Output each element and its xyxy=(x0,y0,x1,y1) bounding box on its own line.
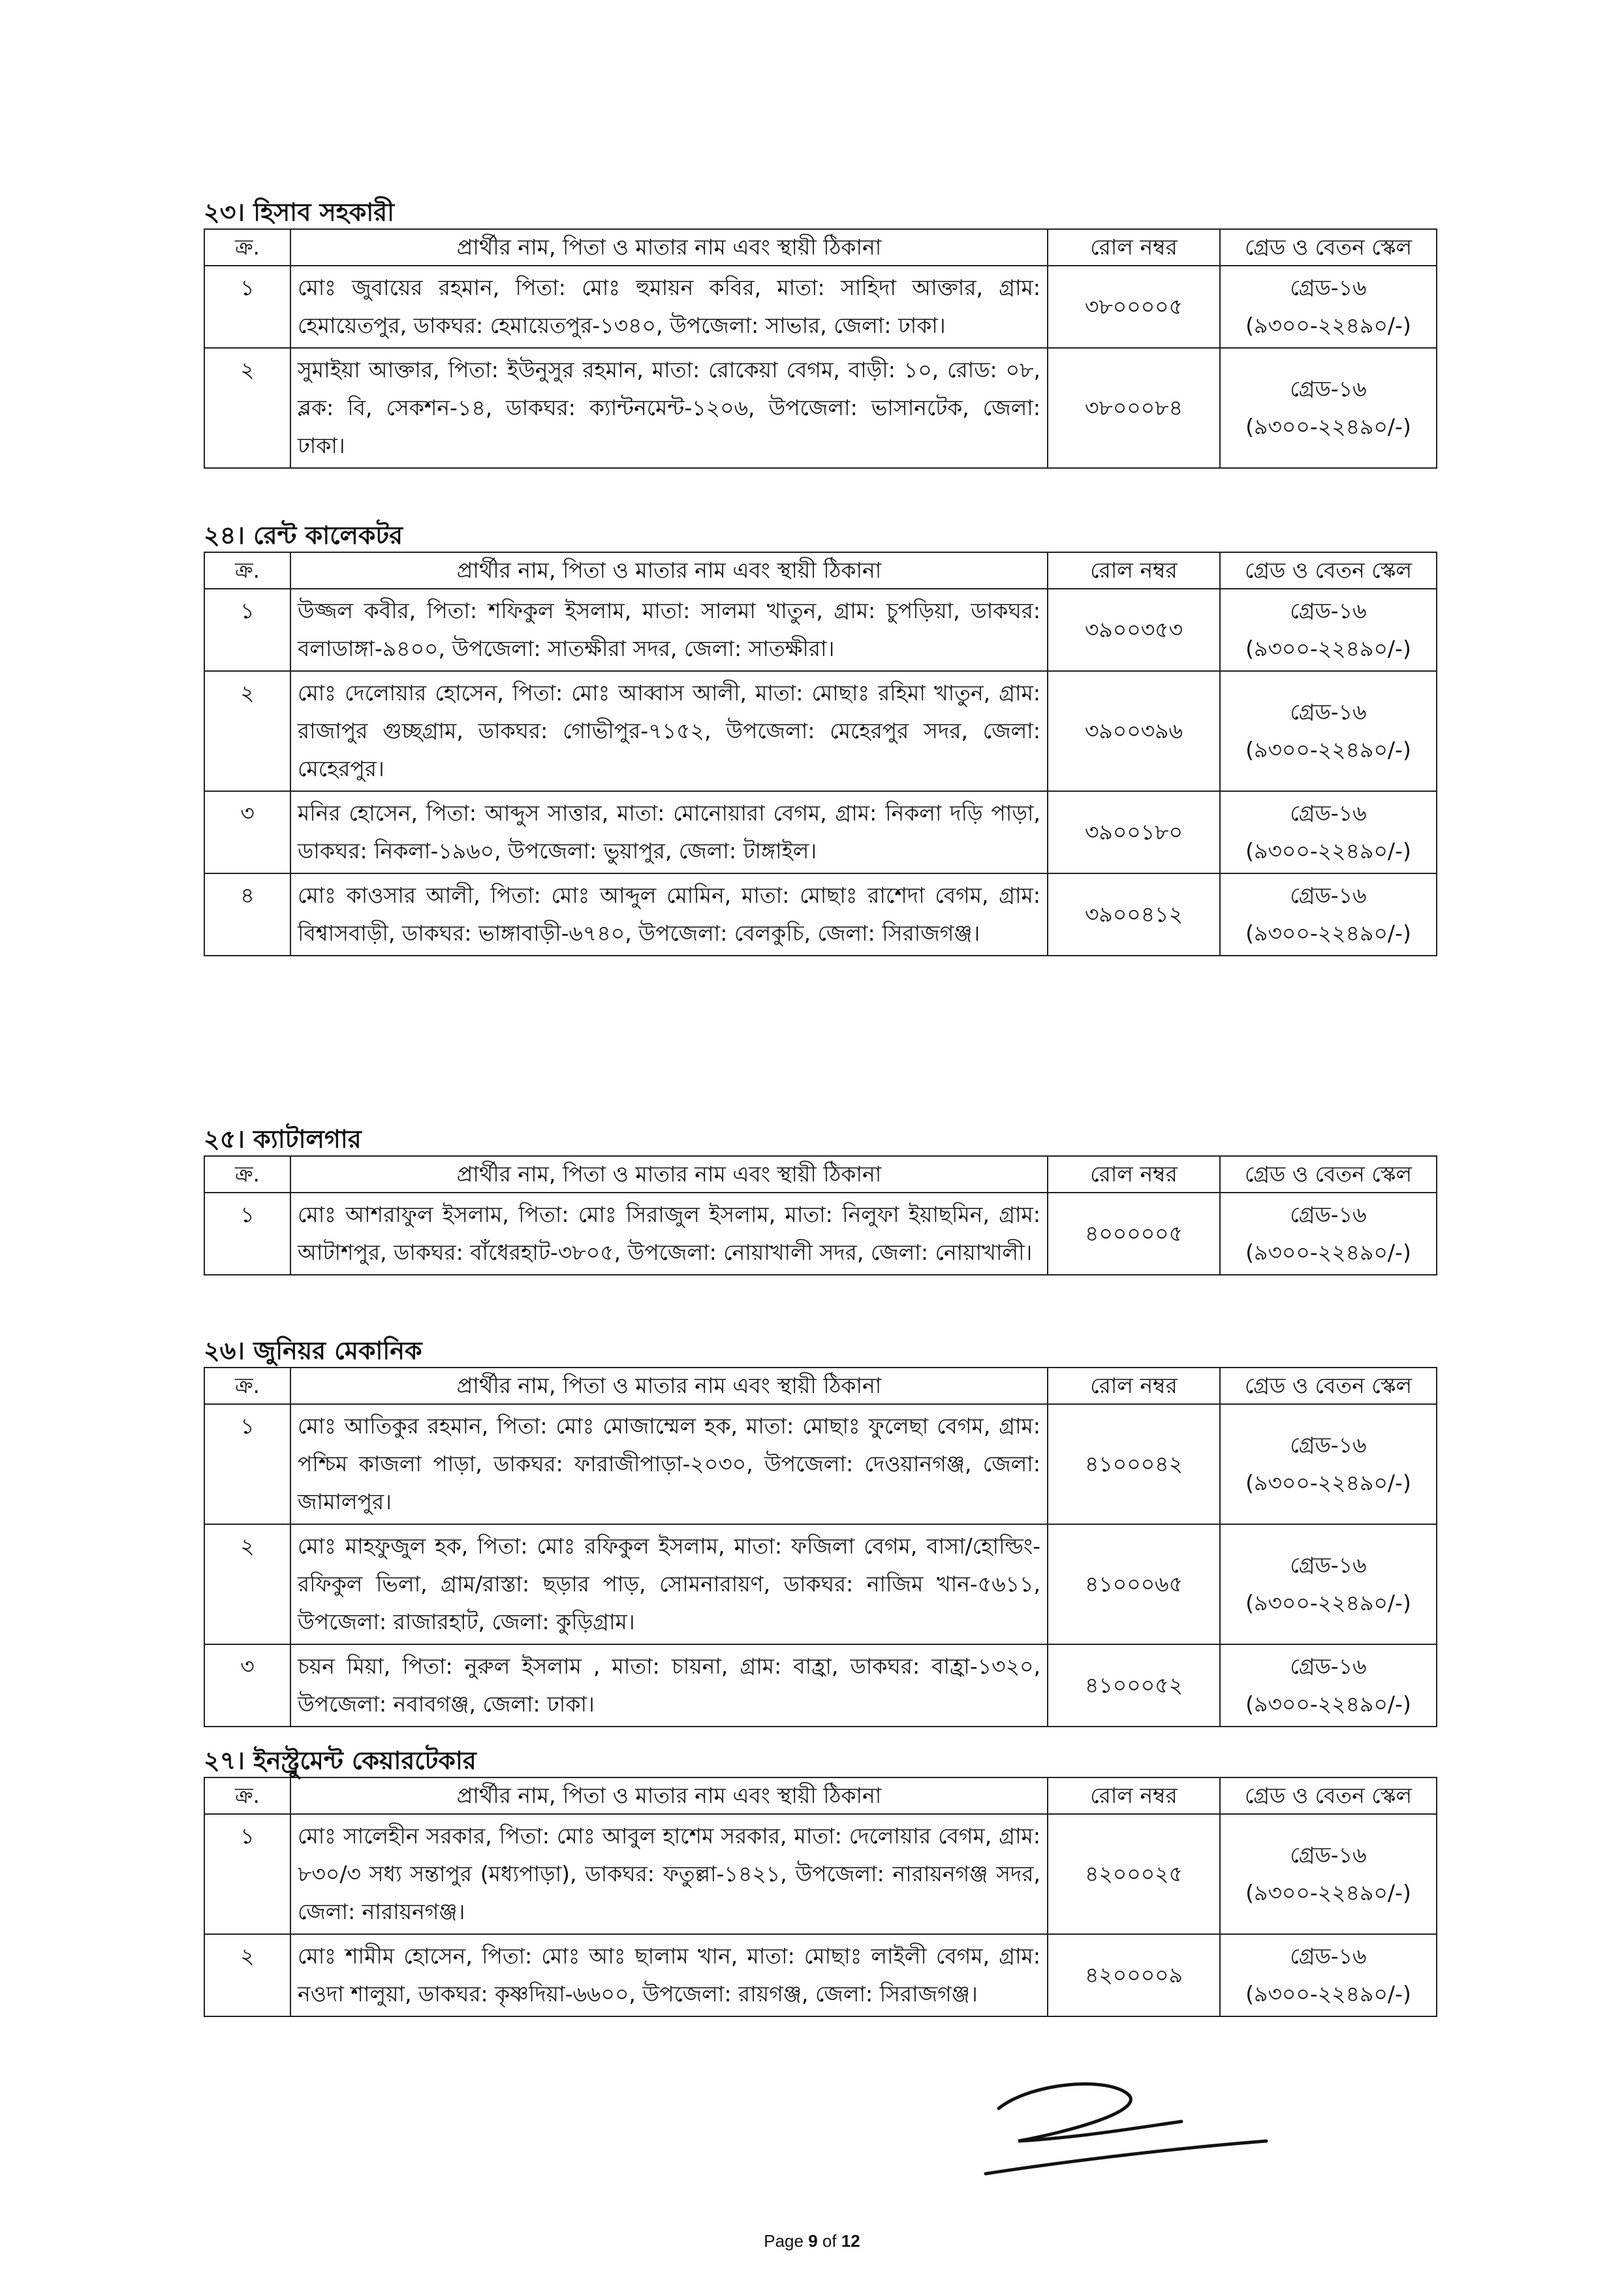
table-row xyxy=(204,1934,1437,2016)
header-roll: রোল নম্বর xyxy=(1048,552,1220,589)
candidate-details: উজ্জল কবীর, পিতা: শফিকুল ইসলাম, মাতা: সালমা খাতুন, গ্রাম: চুপড়িয়া, ডাকঘর: বলাডাঙ্গা-৯৪০০, উপজেলা: সাতক্ষীরা সদর, জেলা: সাতক্ষীরা। xyxy=(290,589,1048,671)
header-name: প্রার্থীর নাম, পিতা ও মাতার নাম এবং স্থায়ী ঠিকানা xyxy=(290,229,1048,266)
section-title: ২৬। জুনিয়র মেকানিক xyxy=(204,1336,422,1365)
serial-number: ২ xyxy=(204,1524,290,1644)
section xyxy=(204,1334,1436,1727)
header-serial: ক্র. xyxy=(204,1156,290,1193)
table-row xyxy=(204,1814,1437,1934)
candidate-details: মোঃ দেলোয়ার হোসেন, পিতা: মোঃ আব্বাস আলী, মাতা: মোছাঃ রহিমা খাতুন, গ্রাম: রাজাপুর গুচ্ছগ্রাম, ডাকঘর: গোভীপুর-৭১৫২, উপজেলা: মেহেরপুর সদর, জেলা: মেহেরপুর। xyxy=(290,671,1048,791)
serial-number: ১ xyxy=(204,1814,290,1934)
serial-number: ৪ xyxy=(204,873,290,956)
grade-label: গ্রেড-১৬ xyxy=(1290,1653,1367,1679)
pay-scale: (৯৩০০-২২৪৯০/-) xyxy=(1245,414,1411,439)
section xyxy=(204,519,1436,956)
roll-number: ৪১০০০৫২ xyxy=(1048,1644,1220,1727)
header-serial: ক্র. xyxy=(204,1368,290,1404)
candidate-details: মনির হোসেন, পিতা: আব্দুস সাত্তার, মাতা: মোনোয়ারা বেগম, গ্রাম: নিকলা দড়ি পাড়া, ডাকঘর: নিকলা-১৯৬০, উপজেলা: ভুয়াপুর, জেলা: টাঙ্গাইল। xyxy=(290,791,1048,873)
header-roll: রোল নম্বর xyxy=(1048,1368,1220,1404)
header-serial: ক্র. xyxy=(204,552,290,589)
grade-cell xyxy=(1220,1934,1437,2016)
header-name: প্রার্থীর নাম, পিতা ও মাতার নাম এবং স্থায়ী ঠিকানা xyxy=(290,1777,1048,1814)
section xyxy=(204,196,1436,469)
header-serial: ক্র. xyxy=(204,1777,290,1814)
grade-cell xyxy=(1220,1644,1437,1727)
candidate-details: মোঃ আতিকুর রহমান, পিতা: মোঃ মোজাম্মেল হক, মাতা: মোছাঃ ফুলেছা বেগম, গ্রাম: পশ্চিম কাজলা পাড়া, ডাকঘর: ফারাজীপাড়া-২০৩০, উপজেলা: দেওয়ানগঞ্জ, জেলা: জামালপুর। xyxy=(290,1404,1048,1524)
candidate-table xyxy=(204,552,1437,956)
serial-number: ১ xyxy=(204,266,290,348)
grade-label: গ্রেড-১৬ xyxy=(1290,598,1367,623)
grade-label: গ্রেড-১৬ xyxy=(1290,1842,1367,1868)
header-roll: রোল নম্বর xyxy=(1048,1777,1220,1814)
serial-number: ৩ xyxy=(204,1644,290,1727)
roll-number: ৩৯০০৪১২ xyxy=(1048,873,1220,956)
header-name: প্রার্থীর নাম, পিতা ও মাতার নাম এবং স্থায়ী ঠিকানা xyxy=(290,552,1048,589)
table-row xyxy=(204,791,1437,873)
table-row xyxy=(204,1644,1437,1727)
pay-scale: (৯৩০০-২২৪৯০/-) xyxy=(1245,313,1411,338)
table-header-row xyxy=(204,552,1437,589)
serial-number: ১ xyxy=(204,1193,290,1275)
grade-label: গ্রেড-১৬ xyxy=(1290,800,1367,826)
pay-scale: (৯৩০০-২২৪৯০/-) xyxy=(1245,1691,1411,1717)
grade-label: গ্রেড-১৬ xyxy=(1290,1432,1367,1458)
roll-number: ৪১০০০৬৫ xyxy=(1048,1524,1220,1644)
header-name: প্রার্থীর নাম, পিতা ও মাতার নাম এবং স্থায়ী ঠিকানা xyxy=(290,1156,1048,1193)
header-grade: গ্রেড ও বেতন স্কেল xyxy=(1220,552,1437,589)
serial-number: ২ xyxy=(204,348,290,468)
grade-cell xyxy=(1220,266,1437,348)
candidate-details: মোঃ সালেহীন সরকার, পিতা: মোঃ আবুল হাশেম সরকার, মাতা: দেলোয়ার বেগম, গ্রাম: ৮৩০/৩ সধ্য সন্তাপুর (মধ্যপাড়া), ডাকঘর: ফতুল্লা-১৪২১, উপজেলা: নারায়নগঞ্জ সদর, জেলা: নারায়নগঞ্জ। xyxy=(290,1814,1048,1934)
pay-scale: (৯৩০০-২২৪৯০/-) xyxy=(1245,1470,1411,1495)
serial-number: ১ xyxy=(204,1404,290,1524)
pay-scale: (৯৩০০-২২৪৯০/-) xyxy=(1245,1880,1411,1905)
pay-scale: (৯৩০০-২২৪৯০/-) xyxy=(1245,636,1411,661)
serial-number: ১ xyxy=(204,589,290,671)
candidate-details: চয়ন মিয়া, পিতা: নুরুল ইসলাম , মাতা: চায়না, গ্রাম: বাহ্রা, ডাকঘর: বাহ্রা-১৩২০, উপজেলা: নবাবগঞ্জ, জেলা: ঢাকা। xyxy=(290,1644,1048,1727)
grade-label: গ্রেড-১৬ xyxy=(1290,1552,1367,1578)
grade-cell xyxy=(1220,671,1437,791)
serial-number: ২ xyxy=(204,1934,290,2016)
serial-number: ৩ xyxy=(204,791,290,873)
grade-label: গ্রেড-১৬ xyxy=(1290,699,1367,725)
table-header-row xyxy=(204,1368,1437,1404)
header-roll: রোল নম্বর xyxy=(1048,1156,1220,1193)
pay-scale: (৯৩০০-২২৪৯০/-) xyxy=(1245,1981,1411,2007)
grade-cell xyxy=(1220,1193,1437,1275)
candidate-details: মোঃ শামীম হোসেন, পিতা: মোঃ আঃ ছালাম খান, মাতা: মোছাঃ লাইলী বেগম, গ্রাম: নওদা শালুয়া, ডাকঘর: কৃষ্ণদিয়া-৬৬০০, উপজেলা: রায়গঞ্জ, জেলা: সিরাজগঞ্জ। xyxy=(290,1934,1048,2016)
pay-scale: (৯৩০০-২২৪৯০/-) xyxy=(1245,920,1411,946)
table-header-row xyxy=(204,229,1437,266)
table-row xyxy=(204,1193,1437,1275)
page-footer: Page 9 of 12 xyxy=(764,2231,860,2251)
roll-number: ৩৮০০০৮৪ xyxy=(1048,348,1220,468)
grade-cell xyxy=(1220,348,1437,468)
grade-cell xyxy=(1220,589,1437,671)
header-name: প্রার্থীর নাম, পিতা ও মাতার নাম এবং স্থায়ী ঠিকানা xyxy=(290,1368,1048,1404)
grade-label: গ্রেড-১৬ xyxy=(1290,376,1367,401)
table-row xyxy=(204,589,1437,671)
header-grade: গ্রেড ও বেতন স্কেল xyxy=(1220,229,1437,266)
table-row xyxy=(204,266,1437,348)
serial-number: ২ xyxy=(204,671,290,791)
candidate-details: মোঃ আশরাফুল ইসলাম, পিতা: মোঃ সিরাজুল ইসলাম, মাতা: নিলুফা ইয়াছমিন, গ্রাম: আটাশপুর, ডাকঘর: বাঁধেরহাট-৩৮০৫, উপজেলা: নোয়াখালী সদর, জেলা: নোয়াখালী। xyxy=(290,1193,1048,1275)
handwritten-signature xyxy=(973,2069,1273,2193)
roll-number: ৩৯০০৩৫৩ xyxy=(1048,589,1220,671)
roll-number: ৩৯০০৩৯৬ xyxy=(1048,671,1220,791)
roll-number: ৪২০০০০৯ xyxy=(1048,1934,1220,2016)
pay-scale: (৯৩০০-২২৪৯০/-) xyxy=(1245,737,1411,762)
roll-number: ৩৯০০১৮০ xyxy=(1048,791,1220,873)
roll-number: ৩৮০০০০৫ xyxy=(1048,266,1220,348)
grade-label: গ্রেড-১৬ xyxy=(1290,883,1367,908)
candidate-details: মোঃ মাহফুজুল হক, পিতা: মোঃ রফিকুল ইসলাম, মাতা: ফজিলা বেগম, বাসা/হোল্ডিং-রফিকুল ভিলা, গ্রাম/রাস্তা: ছড়ার পাড়, সোমনারায়ণ, ডাকঘর: নাজিম খান-৫৬১১, উপজেলা: রাজারহাট, জেলা: কুড়িগ্রাম। xyxy=(290,1524,1048,1644)
header-grade: গ্রেড ও বেতন স্কেল xyxy=(1220,1777,1437,1814)
header-grade: গ্রেড ও বেতন স্কেল xyxy=(1220,1368,1437,1404)
header-roll: রোল নম্বর xyxy=(1048,229,1220,266)
roll-number: ৪২০০০২৫ xyxy=(1048,1814,1220,1934)
grade-label: গ্রেড-১৬ xyxy=(1290,275,1367,300)
pay-scale: (৯৩০০-২২৪৯০/-) xyxy=(1245,838,1411,864)
table-row xyxy=(204,1524,1437,1644)
grade-cell xyxy=(1220,1814,1437,1934)
grade-label: গ্রেড-১৬ xyxy=(1290,1943,1367,1969)
section xyxy=(204,1744,1436,2017)
section xyxy=(204,1123,1436,1275)
header-grade: গ্রেড ও বেতন স্কেল xyxy=(1220,1156,1437,1193)
table-header-row xyxy=(204,1156,1437,1193)
candidate-table xyxy=(204,1777,1437,2017)
section-title: ২৪। রেন্ট কালেকটর xyxy=(204,521,403,550)
header-serial: ক্র. xyxy=(204,229,290,266)
pay-scale: (৯৩০০-২২৪৯০/-) xyxy=(1245,1590,1411,1616)
table-header-row xyxy=(204,1777,1437,1814)
grade-cell xyxy=(1220,791,1437,873)
candidate-table xyxy=(204,1367,1437,1727)
candidate-table xyxy=(204,1155,1437,1275)
grade-cell xyxy=(1220,1524,1437,1644)
table-row xyxy=(204,671,1437,791)
section-title: ২৫। ক্যাটালগার xyxy=(204,1125,362,1153)
roll-number: ৪১০০০৪২ xyxy=(1048,1404,1220,1524)
table-row xyxy=(204,348,1437,468)
table-row xyxy=(204,873,1437,956)
candidate-details: সুমাইয়া আক্তার, পিতা: ইউনুসুর রহমান, মাতা: রোকেয়া বেগম, বাড়ী: ১০, রোড: ০৮, ব্লক: বি, সেকশন-১৪, ডাকঘর: ক্যান্টনমেন্ট-১২০৬, উপজেলা: ভাসানটেক, জেলা: ঢাকা। xyxy=(290,348,1048,468)
pay-scale: (৯৩০০-২২৪৯০/-) xyxy=(1245,1240,1411,1265)
grade-label: গ্রেড-১৬ xyxy=(1290,1202,1367,1227)
section-title: ২৭। ইনস্ট্রুমেন্ট কেয়ারটেকার xyxy=(204,1746,476,1775)
grade-cell xyxy=(1220,873,1437,956)
candidate-details: মোঃ জুবায়ের রহমান, পিতা: মোঃ হুমায়ন কবির, মাতা: সাহিদা আক্তার, গ্রাম: হেমায়েতপুর, ডাকঘর: হেমায়েতপুর-১৩৪০, উপজেলা: সাভার, জেলা: ঢাকা। xyxy=(290,266,1048,348)
table-row xyxy=(204,1404,1437,1524)
grade-cell xyxy=(1220,1404,1437,1524)
candidate-table xyxy=(204,228,1437,469)
candidate-details: মোঃ কাওসার আলী, পিতা: মোঃ আব্দুল মোমিন, মাতা: মোছাঃ রাশেদা বেগম, গ্রাম: বিশ্বাসবাড়ী, ডাকঘর: ভাঙ্গাবাড়ী-৬৭৪০, উপজেলা: বেলকুচি, জেলা: সিরাজগঞ্জ। xyxy=(290,873,1048,956)
section-title: ২৩। হিসাব সহকারী xyxy=(204,198,395,227)
roll-number: ৪০০০০০৫ xyxy=(1048,1193,1220,1275)
